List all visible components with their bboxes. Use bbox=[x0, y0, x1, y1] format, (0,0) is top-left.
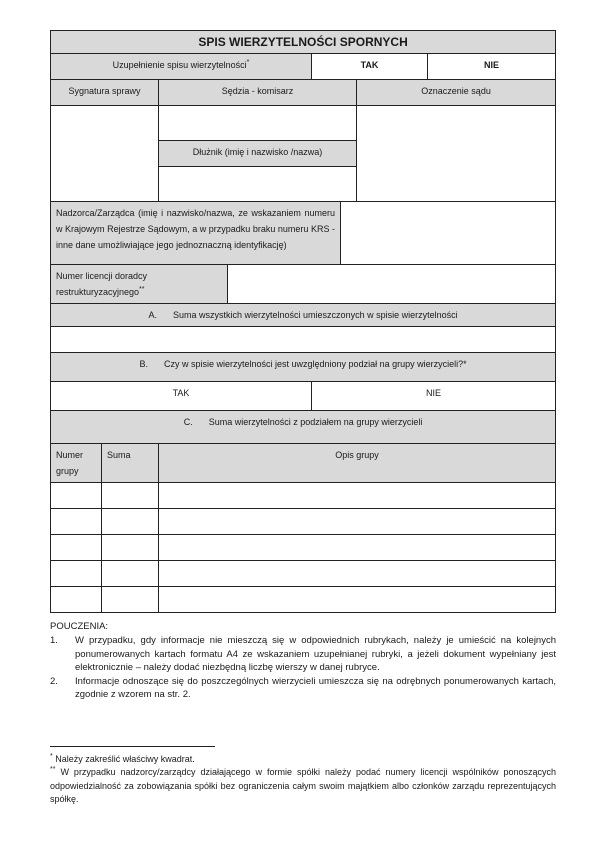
group-desc-field bbox=[159, 561, 556, 587]
instruction-item bbox=[50, 634, 556, 674]
section-c-text: Suma wierzytelności z podziałem na grupy wierzycieli bbox=[208, 417, 423, 427]
case-number-header: Sygnatura sprawy bbox=[51, 80, 159, 106]
court-header: Oznaczenie sądu bbox=[357, 80, 556, 106]
section-b-text: Czy w spisie wierzytelności jest uwzględniony podział na grupy wierzycieli?* bbox=[163, 359, 467, 369]
court-field bbox=[357, 106, 556, 202]
license-label bbox=[51, 265, 228, 304]
group-number-header: Numer grupy bbox=[51, 444, 102, 483]
group-row bbox=[51, 509, 556, 535]
group-desc-field bbox=[159, 587, 556, 613]
footnote-1-text: Należy zakreślić właściwy kwadrat. bbox=[55, 754, 195, 764]
license-footnote-marker: ** bbox=[139, 286, 145, 293]
group-row bbox=[51, 535, 556, 561]
group-number-field bbox=[51, 509, 102, 535]
group-sum-field bbox=[102, 587, 159, 613]
section-b-header bbox=[51, 353, 556, 382]
instructions bbox=[50, 620, 556, 701]
section-a-field bbox=[51, 327, 556, 353]
footnotes bbox=[50, 746, 556, 807]
debtor-header: Dłużnik (imię i nazwisko /nazwa) bbox=[159, 141, 357, 167]
group-row bbox=[51, 483, 556, 509]
footnote-2-marker: ** bbox=[50, 766, 56, 774]
footnote-1 bbox=[50, 753, 556, 766]
instruction-text: Informacje odnoszące się do poszczególnych wierzycieli umieszcza się na odrębnych ponumerowanych kartach, zgodnie z wzorem na str. 2. bbox=[75, 675, 556, 701]
group-sum-field bbox=[102, 483, 159, 509]
group-desc-field bbox=[159, 509, 556, 535]
instruction-text: W przypadku, gdy informacje nie mieszczą się w odpowiednich rubrykach, należy je umieścić na kolejnych ponumerowanych kartach formatu A4 ze wskazaniem uzupełnianej rubryki, a jeżeli dokument wypełniany jest elektronicznie – należy dodać niezbędną liczbę wierszy w danej rubryce. bbox=[75, 635, 556, 674]
section-b-yes-cell: TAK bbox=[51, 382, 312, 411]
debtor-field bbox=[159, 167, 357, 202]
instruction-number: 2. bbox=[50, 675, 58, 687]
instruction-number: 1. bbox=[50, 635, 58, 647]
group-sum-field bbox=[102, 535, 159, 561]
group-row bbox=[51, 561, 556, 587]
section-c-letter: C. bbox=[183, 417, 193, 427]
group-sum-field bbox=[102, 509, 159, 535]
group-sum-header: Suma bbox=[102, 444, 159, 483]
supervisor-field bbox=[341, 202, 556, 265]
footnote-2 bbox=[50, 766, 556, 806]
group-sum-field bbox=[102, 561, 159, 587]
section-b-letter: B. bbox=[139, 359, 148, 369]
instructions-heading: POUCZENIA: bbox=[50, 621, 109, 632]
section-a-header bbox=[51, 304, 556, 327]
group-number-field bbox=[51, 535, 102, 561]
group-number-field bbox=[51, 587, 102, 613]
footnote-separator bbox=[50, 746, 215, 747]
group-number-field bbox=[51, 561, 102, 587]
license-field bbox=[228, 265, 556, 304]
license-label-text: Numer licencji doradcy restrukturyzacyjnego bbox=[56, 271, 148, 297]
supervisor-label: Nadzorca/Zarządca (imię i nazwisko/nazwa, ze wskazaniem numeru w Krajowym Rejestrze Sądowym, a w przypadku braku numeru KRS - inne dane umożliwiające jego jednoznaczną identyfikację) bbox=[51, 202, 341, 265]
case-number-field bbox=[51, 106, 159, 202]
judge-header: Sędzia - komisarz bbox=[159, 80, 357, 106]
claims-form-table bbox=[50, 30, 556, 613]
section-b-no-cell: NIE bbox=[312, 382, 556, 411]
supplement-label-text: Uzupełnienie spisu wierzytelności bbox=[112, 60, 247, 70]
group-number-field bbox=[51, 483, 102, 509]
section-a-text: Suma wszystkich wierzytelności umieszczonych w spisie wierzytelności bbox=[173, 310, 458, 320]
supplement-label bbox=[51, 54, 312, 80]
group-desc-header: Opis grupy bbox=[159, 444, 556, 483]
form-title: SPIS WIERZYTELNOŚCI SPORNYCH bbox=[51, 31, 556, 54]
footnote-1-marker: * bbox=[50, 753, 53, 760]
group-row bbox=[51, 587, 556, 613]
instruction-item bbox=[50, 675, 556, 702]
group-desc-field bbox=[159, 535, 556, 561]
supplement-footnote-marker: * bbox=[246, 59, 250, 66]
section-c-header bbox=[51, 411, 556, 444]
section-a-letter: A. bbox=[148, 310, 158, 320]
group-desc-field bbox=[159, 483, 556, 509]
supplement-no-cell: NIE bbox=[428, 54, 556, 80]
footnote-2-text: W przypadku nadzorcy/zarządcy działającego w formie spółki należy podać numery licencji wspólników ponoszących odpowiedzialność za zobowiązania spółki bez ograniczenia całym swoim majątkiem albo członków zarządu reprezentujących spółkę. bbox=[50, 767, 556, 805]
supplement-yes-cell: TAK bbox=[312, 54, 428, 80]
judge-field bbox=[159, 106, 357, 141]
